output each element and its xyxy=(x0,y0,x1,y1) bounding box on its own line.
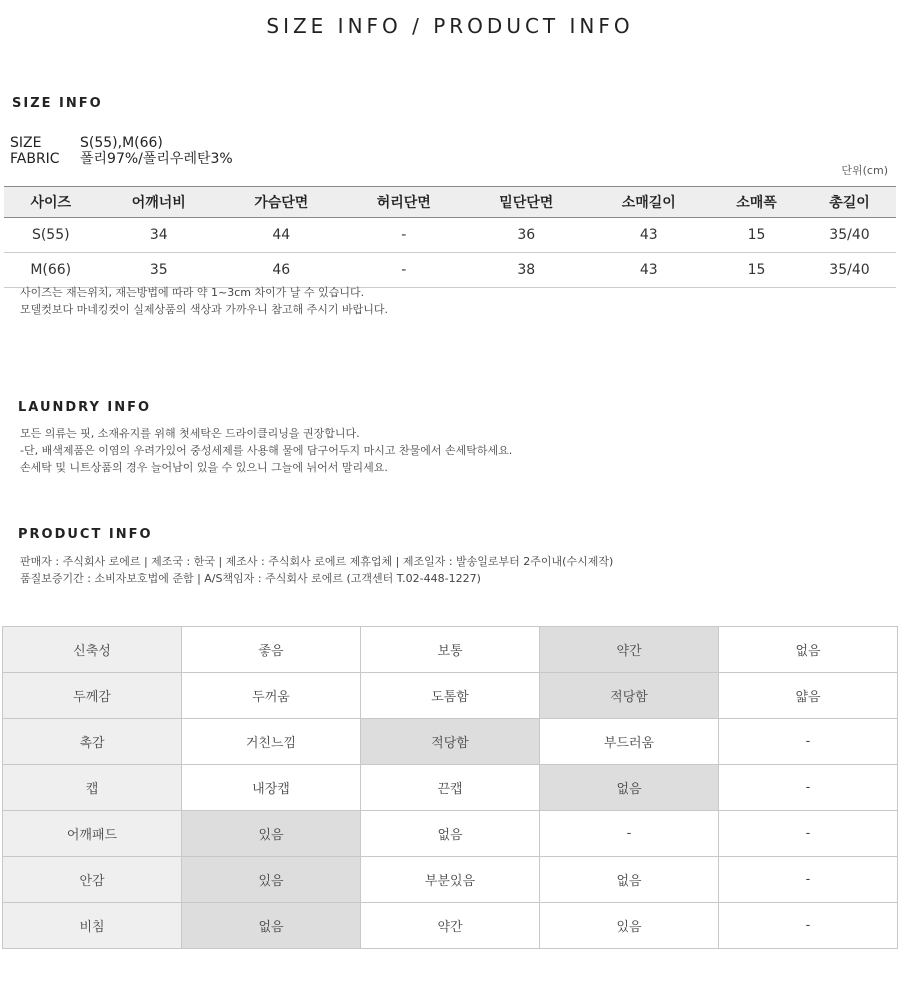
fabric-spec xyxy=(10,151,233,167)
attribute-option: 끈캡 xyxy=(361,765,540,811)
attribute-row xyxy=(3,719,898,765)
laundry-line: 손세탁 및 니트상품의 경우 늘어남이 있을 수 있으니 그늘에 뉘어서 말리세요. xyxy=(20,461,388,474)
attribute-option: 보통 xyxy=(361,627,540,673)
attribute-label: 캡 xyxy=(3,765,182,811)
size-table-cell: 44 xyxy=(220,218,343,253)
product-info-heading: PRODUCT INFO xyxy=(18,527,153,542)
size-table-cell: 35/40 xyxy=(803,253,896,288)
attribute-option: 부드러움 xyxy=(540,719,719,765)
size-table-cell: 35/40 xyxy=(803,218,896,253)
unit-label: 단위(cm) xyxy=(841,164,888,177)
product-attributes-table xyxy=(2,626,898,949)
size-column-header: 사이즈 xyxy=(4,187,98,218)
laundry-notes xyxy=(20,425,512,476)
attribute-label: 신축성 xyxy=(3,627,182,673)
attribute-row xyxy=(3,903,898,949)
size-info-heading: SIZE INFO xyxy=(12,96,103,111)
attribute-option: - xyxy=(719,765,898,811)
size-column-header: 어깨너비 xyxy=(98,187,221,218)
attribute-option: 없음 xyxy=(361,811,540,857)
size-column-header: 허리단면 xyxy=(343,187,466,218)
attribute-option-selected: 없음 xyxy=(182,903,361,949)
attribute-option: 두꺼움 xyxy=(182,673,361,719)
size-column-header: 밑단단면 xyxy=(465,187,588,218)
fabric-key: FABRIC xyxy=(10,151,60,167)
size-table-cell: 35 xyxy=(98,253,221,288)
laundry-line: 모든 의류는 핏, 소재유지를 위해 첫세탁은 드라이클리닝을 권장합니다. xyxy=(20,427,360,440)
attribute-option: 내장캡 xyxy=(182,765,361,811)
size-table-cell: S(55) xyxy=(4,218,98,253)
attribute-option-selected: 있음 xyxy=(182,811,361,857)
attribute-label: 안감 xyxy=(3,857,182,903)
laundry-info-heading: LAUNDRY INFO xyxy=(18,400,152,415)
attribute-option: - xyxy=(540,811,719,857)
attribute-label: 촉감 xyxy=(3,719,182,765)
size-table-cell: 43 xyxy=(588,218,711,253)
size-table-cell: 43 xyxy=(588,253,711,288)
size-table-cell: 38 xyxy=(465,253,588,288)
product-line: 판매자 : 주식회사 로에르 | 제조국 : 한국 | 제조사 : 주식회사 로에르 제휴업체 | 제조일자 : 발송일로부터 2주이내(수시제작) xyxy=(20,555,614,568)
size-table-cell: 36 xyxy=(465,218,588,253)
size-column-header: 소매길이 xyxy=(588,187,711,218)
attribute-option: - xyxy=(719,719,898,765)
product-line: 품질보증기간 : 소비자보호법에 준함 | A/S책임자 : 주식회사 로에르 (고객센터 T.02-448-1227) xyxy=(20,572,481,585)
fabric-value: 폴리97%/폴리우레탄3% xyxy=(80,151,233,167)
attribute-row xyxy=(3,673,898,719)
size-table-cell: 46 xyxy=(220,253,343,288)
size-column-header: 가슴단면 xyxy=(220,187,343,218)
attribute-row xyxy=(3,857,898,903)
size-table-cell: - xyxy=(343,218,466,253)
size-note: 모델컷보다 마네킹컷이 실제상품의 색상과 가까우니 참고해 주시기 바랍니다. xyxy=(20,303,389,316)
size-column-header: 총길이 xyxy=(803,187,896,218)
size-column-header: 소매폭 xyxy=(710,187,803,218)
attribute-option: 없음 xyxy=(540,857,719,903)
size-table-cell: 15 xyxy=(710,253,803,288)
page-title: SIZE INFO / PRODUCT INFO xyxy=(266,14,634,38)
attribute-option: 약간 xyxy=(361,903,540,949)
attribute-option-selected: 없음 xyxy=(540,765,719,811)
attribute-option-selected: 적당함 xyxy=(361,719,540,765)
attribute-option: 도톰함 xyxy=(361,673,540,719)
attribute-row xyxy=(3,811,898,857)
attribute-option: - xyxy=(719,903,898,949)
attribute-option-selected: 적당함 xyxy=(540,673,719,719)
size-table-cell: 34 xyxy=(98,218,221,253)
attribute-option: 부분있음 xyxy=(361,857,540,903)
attribute-option: 있음 xyxy=(540,903,719,949)
attribute-option: 좋음 xyxy=(182,627,361,673)
size-notes xyxy=(20,284,388,318)
size-table xyxy=(4,186,896,288)
size-table-row xyxy=(4,253,896,288)
attribute-row xyxy=(3,627,898,673)
attribute-option: 거친느낌 xyxy=(182,719,361,765)
attribute-label: 두께감 xyxy=(3,673,182,719)
attribute-option-selected: 약간 xyxy=(540,627,719,673)
attribute-row xyxy=(3,765,898,811)
size-table-row xyxy=(4,218,896,253)
product-notes xyxy=(20,553,613,587)
size-value: S(55),M(66) xyxy=(80,135,163,151)
attribute-label: 어깨패드 xyxy=(3,811,182,857)
size-key: SIZE xyxy=(10,135,42,151)
size-table-cell: - xyxy=(343,253,466,288)
attribute-option: - xyxy=(719,811,898,857)
size-table-cell: M(66) xyxy=(4,253,98,288)
attribute-option-selected: 있음 xyxy=(182,857,361,903)
attribute-option: 얇음 xyxy=(719,673,898,719)
attribute-label: 비침 xyxy=(3,903,182,949)
laundry-line: -단, 배색제품은 이염의 우려가있어 중성세제를 사용해 물에 담구어두지 마시고 찬물에서 손세탁하세요. xyxy=(20,444,513,457)
attribute-option: - xyxy=(719,857,898,903)
size-spec xyxy=(10,135,163,151)
size-table-cell: 15 xyxy=(710,218,803,253)
size-note: 사이즈는 재는위치, 재는방법에 따라 약 1~3cm 차이가 날 수 있습니다. xyxy=(20,286,365,299)
attribute-option: 없음 xyxy=(719,627,898,673)
